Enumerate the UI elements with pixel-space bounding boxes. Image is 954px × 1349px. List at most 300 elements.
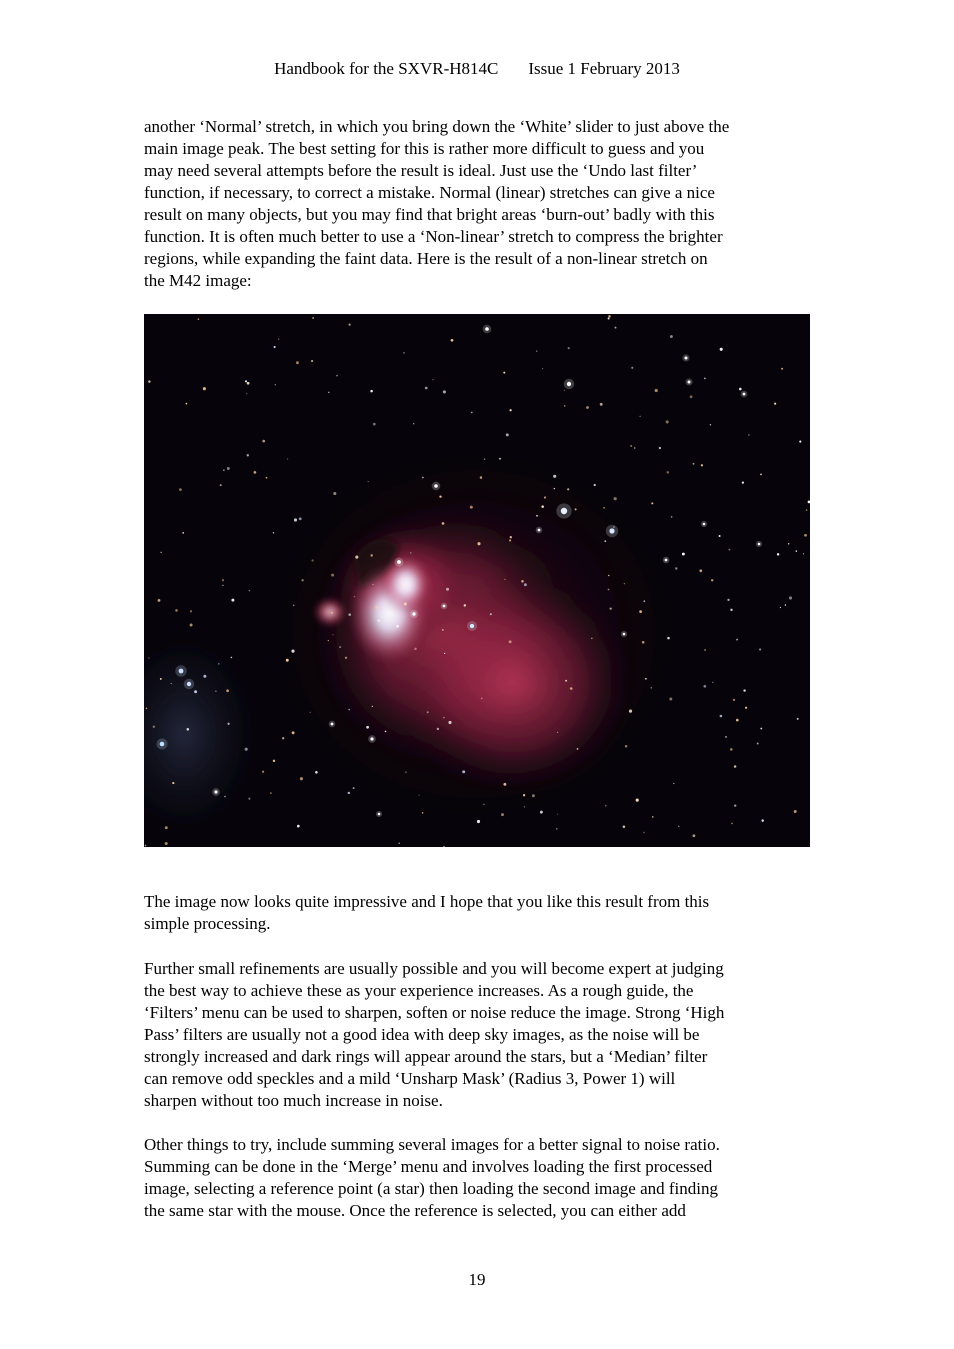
star — [544, 496, 546, 498]
star — [373, 423, 376, 426]
star — [806, 509, 808, 511]
star — [604, 540, 606, 542]
bright-star — [665, 559, 668, 562]
star — [565, 680, 567, 682]
star — [231, 599, 234, 602]
star — [443, 390, 446, 393]
star — [651, 687, 653, 689]
star — [711, 579, 713, 581]
star — [294, 518, 297, 521]
star — [631, 367, 633, 369]
star — [442, 522, 445, 525]
star — [331, 612, 333, 614]
star — [145, 845, 147, 847]
star — [248, 798, 250, 800]
bright-star — [561, 508, 567, 514]
star — [231, 657, 233, 659]
star — [427, 711, 429, 713]
star — [524, 806, 525, 807]
star — [781, 368, 783, 370]
star — [419, 795, 420, 796]
star — [339, 646, 341, 648]
star — [540, 811, 543, 814]
star — [733, 699, 735, 701]
star — [693, 463, 695, 465]
bright-star — [567, 382, 571, 386]
star — [556, 828, 557, 829]
star — [273, 532, 275, 534]
star — [160, 552, 161, 553]
star — [336, 375, 338, 377]
star — [586, 406, 589, 409]
text-line: the M42 image: — [144, 271, 252, 290]
star — [730, 609, 732, 611]
star — [636, 799, 639, 802]
star — [727, 599, 729, 601]
star — [645, 678, 647, 680]
star — [608, 589, 610, 591]
star — [610, 607, 612, 609]
star — [348, 792, 350, 794]
star — [300, 777, 303, 780]
star — [615, 327, 617, 329]
bright-star — [538, 529, 541, 532]
star — [370, 554, 373, 557]
star — [509, 409, 511, 411]
star — [224, 796, 225, 797]
star — [704, 649, 706, 651]
header-issue: Issue 1 February 2013 — [528, 59, 680, 78]
star — [666, 420, 669, 423]
star — [296, 361, 299, 364]
star — [400, 585, 401, 586]
star — [639, 610, 642, 613]
text-line: function. It is often much better to use a ‘Non-linear’ stretch to compress the brighter — [144, 227, 723, 246]
star — [481, 698, 482, 699]
bright-star — [688, 381, 691, 384]
star — [667, 637, 670, 640]
star — [190, 610, 192, 612]
star — [605, 805, 607, 807]
star — [266, 477, 268, 479]
star — [739, 388, 742, 391]
star — [158, 599, 161, 602]
star — [222, 579, 224, 581]
star — [348, 613, 351, 616]
star — [532, 794, 535, 797]
star — [311, 559, 313, 561]
star — [785, 604, 786, 605]
star — [190, 624, 193, 627]
star — [247, 382, 250, 385]
star — [315, 771, 318, 774]
star — [760, 728, 762, 730]
text-line: The image now looks quite impressive and I hope that you like this result from this — [144, 892, 710, 911]
star — [673, 783, 674, 784]
star — [275, 384, 276, 385]
star — [153, 726, 155, 728]
text-line: Summing can be done in the ‘Merge’ menu and involves loading the first processed — [144, 1157, 713, 1176]
star — [245, 748, 248, 751]
bright-star — [187, 682, 191, 686]
star — [444, 653, 445, 654]
star — [186, 403, 188, 405]
star — [348, 709, 350, 711]
star — [175, 609, 178, 612]
star — [736, 639, 738, 641]
star — [273, 760, 275, 762]
star — [690, 395, 693, 398]
header-title: Handbook for the SXVR-H814C — [274, 59, 499, 78]
star — [704, 378, 706, 380]
star — [799, 441, 801, 443]
star — [655, 389, 658, 392]
m42-nebula-image — [144, 314, 810, 847]
star — [644, 600, 646, 602]
star — [370, 390, 373, 393]
star — [542, 368, 543, 369]
bright-star — [378, 813, 381, 816]
star — [437, 728, 439, 730]
star — [757, 743, 759, 745]
star — [262, 771, 264, 773]
star — [625, 745, 628, 748]
star — [725, 736, 727, 738]
star — [446, 588, 449, 591]
star — [667, 471, 669, 473]
star — [366, 726, 369, 729]
star — [804, 534, 807, 537]
star — [774, 403, 776, 405]
star — [567, 488, 569, 490]
star — [292, 731, 295, 734]
text-line: main image peak. The best setting for this is rather more difficult to guess and you — [144, 139, 705, 158]
star — [575, 508, 577, 510]
text-line: regions, while expanding the faint data. Here is the result of a non-linear stretch on — [144, 249, 708, 268]
star — [728, 549, 730, 551]
star — [353, 787, 355, 789]
star — [310, 712, 311, 713]
star — [165, 826, 168, 829]
star — [249, 590, 250, 591]
star — [398, 842, 400, 844]
star — [328, 392, 330, 394]
star — [701, 464, 703, 466]
star — [734, 804, 736, 806]
star — [675, 567, 677, 569]
running-header — [0, 58, 954, 80]
star — [490, 613, 492, 615]
star — [710, 424, 712, 426]
star — [172, 782, 174, 784]
star — [501, 813, 504, 816]
bright-star — [412, 612, 415, 615]
star — [669, 698, 672, 701]
star — [297, 825, 300, 828]
star — [194, 690, 197, 693]
star — [404, 603, 407, 606]
star — [368, 481, 369, 482]
star — [603, 507, 605, 509]
star — [564, 405, 565, 406]
star — [536, 515, 538, 517]
star — [521, 580, 524, 583]
star — [291, 650, 294, 653]
star — [422, 477, 424, 479]
star — [591, 638, 593, 640]
star — [484, 459, 485, 460]
star — [629, 710, 632, 713]
star — [246, 393, 247, 394]
star — [759, 648, 761, 650]
star — [659, 447, 661, 449]
star — [223, 469, 224, 470]
bright-star — [743, 393, 746, 396]
star — [554, 488, 555, 489]
star — [470, 506, 473, 509]
star — [630, 445, 631, 446]
star — [570, 687, 573, 690]
star — [203, 387, 206, 390]
text-line: Pass’ filters are usually not a good idea with deep sky images, as the noise will be — [144, 1025, 700, 1044]
text-line: another ‘Normal’ stretch, in which you bring down the ‘White’ slider to just above the — [144, 117, 730, 136]
star — [594, 484, 596, 486]
star — [403, 352, 404, 353]
text-line: strongly increased and dark rings will appear around the stars, but a ‘Median’ filter — [144, 1047, 708, 1066]
star — [312, 317, 314, 319]
star — [372, 706, 373, 707]
star — [464, 604, 466, 606]
star — [328, 640, 329, 641]
star — [348, 323, 350, 325]
star — [789, 596, 792, 599]
star — [378, 619, 380, 621]
star — [354, 596, 356, 598]
bright-star — [397, 560, 401, 564]
star — [471, 412, 473, 414]
star — [226, 689, 229, 692]
star — [608, 318, 610, 320]
star — [443, 717, 444, 718]
star — [780, 607, 781, 608]
star — [148, 380, 150, 382]
star — [287, 458, 288, 459]
star — [182, 532, 184, 534]
star — [719, 535, 721, 537]
star — [355, 556, 358, 559]
text-line: the best way to achieve these as your experience increases. As a rough guide, the — [144, 981, 694, 1000]
bright-star — [685, 357, 688, 360]
star — [477, 542, 480, 545]
star — [375, 606, 378, 609]
star — [333, 492, 336, 495]
star — [439, 495, 441, 497]
star — [254, 471, 257, 474]
star — [536, 350, 537, 351]
star — [796, 550, 797, 551]
star — [736, 719, 739, 722]
star — [761, 819, 763, 821]
star — [278, 338, 279, 339]
text-line: may need several attempts before the result is ideal. Just use the ‘Undo last filter’ — [144, 161, 698, 180]
page-number: 19 — [468, 1270, 486, 1289]
star — [227, 467, 230, 470]
star — [299, 517, 302, 520]
star — [642, 641, 645, 644]
star — [509, 539, 511, 541]
star — [274, 346, 276, 348]
bright-star — [214, 790, 217, 793]
star — [405, 771, 406, 772]
text-line: image, selecting a reference point (a star) then loading the second image and finding — [144, 1179, 718, 1198]
star — [671, 516, 673, 518]
star — [227, 723, 229, 725]
star — [413, 423, 414, 424]
star — [523, 794, 525, 796]
star — [678, 826, 679, 827]
star — [788, 543, 790, 545]
star — [742, 481, 744, 483]
bright-star — [485, 327, 489, 331]
star — [600, 403, 603, 406]
star — [503, 783, 506, 786]
paragraph-summing — [144, 1134, 812, 1222]
star — [760, 474, 762, 476]
star — [524, 583, 527, 586]
star — [557, 732, 558, 733]
star — [720, 348, 723, 351]
text-line: result on many objects, but you may find that bright areas ‘burn-out’ badly with this — [144, 205, 715, 224]
star — [410, 552, 411, 553]
star — [670, 335, 673, 338]
star — [462, 770, 465, 773]
star — [480, 476, 483, 479]
star — [262, 440, 265, 443]
star — [557, 814, 558, 815]
star — [198, 318, 200, 320]
star — [541, 505, 544, 508]
star — [577, 748, 579, 750]
star — [165, 842, 168, 845]
bright-star — [179, 669, 184, 674]
text-line: sharpen without too much increase in noise. — [144, 1091, 443, 1110]
star — [703, 685, 706, 688]
star — [643, 832, 644, 833]
star — [777, 553, 779, 555]
star — [247, 454, 249, 456]
star — [794, 810, 797, 813]
star — [146, 708, 147, 709]
bright-star — [609, 528, 614, 533]
star — [797, 718, 799, 720]
bright-star — [623, 633, 626, 636]
text-line: Further small refinements are usually possible and you will become expert at judging — [144, 959, 724, 978]
star — [503, 372, 505, 374]
star — [634, 447, 636, 449]
star — [623, 825, 626, 828]
star — [301, 579, 303, 581]
star — [179, 488, 182, 491]
star — [803, 553, 804, 554]
star — [451, 339, 454, 342]
bright-star — [470, 624, 474, 628]
bright-star — [160, 742, 165, 747]
star — [203, 675, 206, 678]
star — [682, 553, 685, 556]
star — [483, 804, 484, 805]
star — [311, 360, 313, 362]
star — [414, 648, 416, 650]
text-line: function, if necessary, to correct a mistake. Normal (linear) stretches can give a nice — [144, 183, 715, 202]
star — [222, 585, 223, 586]
star — [345, 657, 347, 659]
bright-star — [758, 543, 761, 546]
star — [477, 820, 480, 823]
star — [442, 629, 444, 631]
star — [564, 390, 565, 391]
star — [608, 315, 611, 318]
star — [186, 728, 189, 731]
text-line: the same star with the mouse. Once the reference is selected, you can either add — [144, 1201, 686, 1220]
text-line: Other things to try, include summing several images for a better signal to noise ratio. — [144, 1135, 720, 1154]
star — [608, 575, 609, 576]
star — [553, 475, 556, 478]
paragraph-impressive — [144, 891, 812, 935]
bright-star — [703, 523, 706, 526]
star — [652, 816, 654, 818]
star — [651, 502, 653, 504]
star — [160, 678, 162, 680]
star — [218, 663, 219, 664]
star — [748, 434, 749, 435]
star — [720, 715, 723, 718]
star — [171, 683, 172, 684]
bright-star — [443, 605, 446, 608]
star — [510, 536, 512, 538]
paragraph-refinements — [144, 958, 812, 1112]
star — [286, 659, 289, 662]
star — [506, 433, 509, 436]
star — [331, 574, 334, 577]
star — [568, 347, 570, 349]
text-line: simple processing. — [144, 914, 271, 933]
bright-star — [331, 723, 334, 726]
star — [712, 682, 713, 683]
star — [372, 584, 373, 585]
paragraph-stretch — [144, 116, 812, 292]
bright-star — [434, 484, 438, 488]
star — [614, 497, 617, 500]
star — [432, 379, 433, 380]
star — [448, 721, 451, 724]
star — [215, 691, 217, 693]
star — [745, 707, 747, 709]
star — [293, 605, 295, 607]
star — [731, 823, 732, 824]
star — [270, 792, 272, 794]
star — [743, 689, 745, 691]
star — [245, 380, 247, 382]
star — [499, 458, 501, 460]
star — [699, 569, 702, 572]
text-line: can remove odd speckles and a mild ‘Unsharp Mask’ (Radius 3, Power 1) will — [144, 1069, 676, 1088]
bright-star — [370, 737, 373, 740]
star — [640, 416, 641, 417]
star — [504, 579, 505, 580]
star — [385, 731, 387, 733]
star — [148, 657, 149, 658]
star — [282, 737, 284, 739]
